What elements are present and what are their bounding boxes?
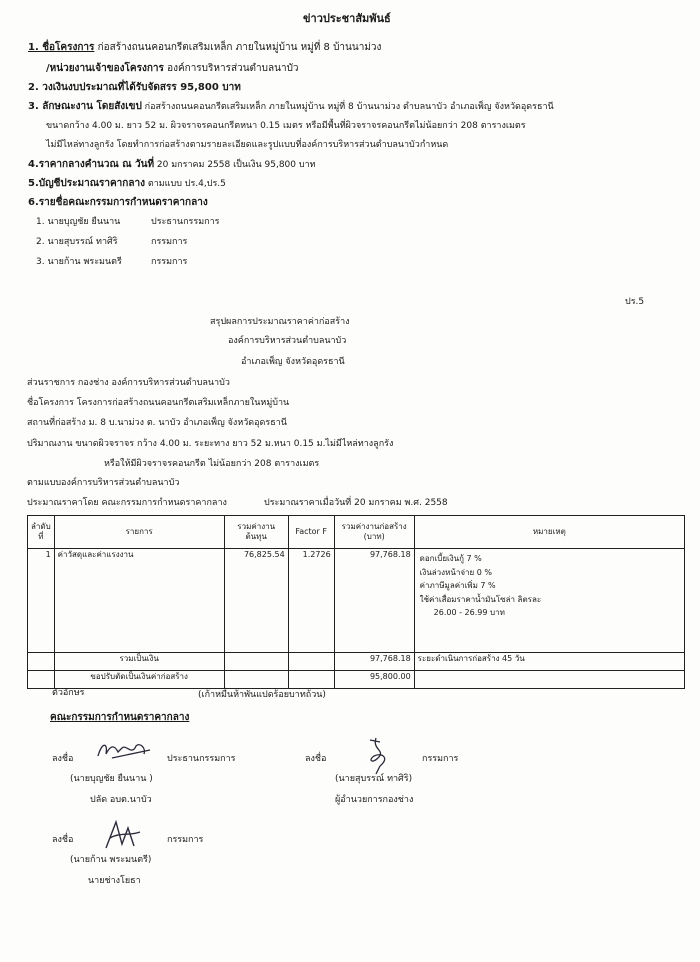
sign-name-1: (นายบุญชัย ยืนนาน ) [70, 774, 153, 784]
table-row [28, 549, 685, 653]
item-4-label: 4.ราคากลางคำนวณ ณ วันที่ [28, 159, 155, 170]
sum-value: 97,768.18 [334, 653, 414, 671]
summary-title: สรุปผลการประมาณราคาค่าก่อสร้าง [210, 317, 350, 327]
header-no: ลำดับที่ [28, 516, 55, 549]
item-1b-line [46, 63, 299, 75]
summary-org: องค์การบริหารส่วนตำบลนาบัว [228, 336, 347, 346]
round-label: ขอปรับตัดเป็นเงินค่าก่อสร้าง [54, 671, 224, 689]
sign-role-3: กรรมการ [167, 835, 204, 845]
summary-district: อำเภอเพ็ญ จังหวัดอุดรธานี [241, 357, 345, 367]
row-total: 97,768.18 [334, 549, 414, 653]
item-1-line [28, 42, 381, 54]
sign-title-2: ผู้อำนวยการกองช่าง [335, 795, 414, 805]
signature-2-image [356, 736, 404, 776]
item-1b-value: องค์การบริหารส่วนตำบลนาบัว [167, 63, 299, 74]
summary-date: ประมาณราคาเมื่อวันที่ 20 มกราคม พ.ศ. 2558 [264, 498, 448, 508]
summary-project: ชื่อโครงการ โครงการก่อสร้างถนนคอนกรีตเสริมเหล็กภายในหมู่บ้าน [27, 398, 290, 408]
row-cost: 76,825.54 [224, 549, 288, 653]
header-factor: Factor F [288, 516, 334, 549]
header-remark: หมายเหตุ [414, 516, 684, 549]
sign-label-1: ลงชื่อ [52, 754, 74, 764]
sign-title-1: ปลัด อบต.นาบัว [90, 795, 152, 805]
row-factor: 1.2726 [288, 549, 334, 653]
table-round-row [28, 671, 685, 689]
item-5-label: 5.บัญชีประมาณราคากลาง [28, 178, 145, 189]
committee-2-role: กรรมการ [151, 237, 188, 247]
row-no: 1 [28, 549, 55, 653]
table-sum-row [28, 653, 685, 671]
item-1-value: ก่อสร้างถนนคอนกรีตเสริมเหล็ก ภายในหมู่บ้าน หมู่ที่ 8 บ้านนาม่วง [97, 42, 382, 53]
sign-label-2: ลงชื่อ [305, 754, 327, 764]
cost-table [27, 515, 685, 689]
table-header-row [28, 516, 685, 549]
summary-agency: ส่วนราชการ กองช่าง องค์การบริหารส่วนตำบลนาบัว [27, 378, 230, 388]
item-5-value: ตามแบบ ปร.4,ปร.5 [147, 179, 226, 189]
item-3-line2: ขนาดกว้าง 4.00 ม. ยาว 52 ม. ผิวจราจรคอนกรีตหนา 0.15 เมตร หรือมีพื้นที่ผิวจราจรคอนกรีตไม่น้อยกว่า 208 ตารางเมตร [46, 121, 526, 131]
sign-role-2: กรรมการ [422, 754, 459, 764]
item-1b-label: /หน่วยงานเจ้าของโครงการ [46, 63, 164, 74]
item-4-value: 20 มกราคม 2558 เป็นเงิน 95,800 บาท [156, 160, 316, 170]
page-title: ข่าวประชาสัมพันธ์ [303, 12, 391, 25]
round-value: 95,800.00 [334, 671, 414, 689]
remark-vat: ค่าภาษีมูลค่าเพิ่ม 7 % [419, 581, 496, 591]
in-letters-label: ตัวอักษร [52, 688, 85, 698]
sign-name-2: (นายสุบรรณ์ ทาศิริ) [335, 774, 413, 784]
item-3-line3: ไม่มีไหล่ทางลูกรัง โดยทำการก่อสร้างตามรายละเอียดและรูปแบบที่องค์การบริหารส่วนตำบลนาบัวกำหนด [46, 140, 449, 150]
item-3-value: ก่อสร้างถนนคอนกรีตเสริมเหล็ก ภายในหมู่บ้าน หมู่ที่ 8 บ้านนาม่วง ตำบลนาบัว อำเภอเพ็ญ จังหวัดอุดรธานี [144, 102, 554, 112]
remark-fuel-range: 26.00 - 26.99 บาท [433, 608, 505, 618]
summary-location: สถานที่ก่อสร้าง ม. 8 บ.นาม่วง ต. นาบัว อำเภอเพ็ญ จังหวัดอุดรธานี [27, 418, 287, 428]
committee-1-role: ประธานกรรมการ [151, 217, 220, 227]
header-item: รายการ [54, 516, 224, 549]
item-6-line: 6.รายชื่อคณะกรรมการกำหนดราคากลาง [28, 197, 208, 208]
item-1-label: 1. ชื่อโครงการ [28, 42, 95, 53]
signature-1-image [92, 738, 162, 764]
summary-quantity-2: หรือให้มีผิวจราจรคอนกรีต ไม่น้อยกว่า 208 ตารางเมตร [104, 459, 320, 469]
sign-role-1: ประธานกรรมการ [167, 754, 236, 764]
item-4-line [28, 159, 316, 171]
header-cost: รวมค่างาน ต้นทุน [224, 516, 288, 549]
committee-1-name: 1. นายบุญชัย ยืนนาน [36, 217, 121, 227]
item-2-line: 2. วงเงินงบประมาณที่ได้รับจัดสรร 95,800 บาท [28, 82, 241, 93]
duration: ระยะดำเนินการก่อสร้าง 45 วัน [414, 653, 684, 671]
committee-heading: คณะกรรมการกำหนดราคากลาง [50, 712, 190, 723]
remark-interest: ดอกเบี้ยเงินกู้ 7 % [419, 554, 482, 563]
remark-advance: เงินล่วงหน้าจ่าย 0 % [419, 567, 492, 577]
summary-design: ตามแบบองค์การบริหารส่วนตำบลนาบัว [27, 478, 180, 488]
item-3-label: 3. ลักษณะงาน โดยสังเขป [28, 101, 142, 112]
sum-label: รวมเป็นเงิน [54, 653, 224, 671]
sign-label-3: ลงชื่อ [52, 835, 74, 845]
signature-3-image [100, 818, 144, 852]
summary-estimator: ประมาณราคาโดย คณะกรรมการกำหนดราคากลาง [27, 498, 227, 508]
committee-3-name: 3. นายก้าน พระมนตรี [36, 257, 122, 267]
sign-title-3: นายช่างโยธา [88, 876, 141, 886]
in-letters-value: (เก้าหมื่นห้าพันแปดร้อยบาทถ้วน) [198, 690, 326, 700]
form-code: ปร.5 [625, 297, 645, 307]
committee-2-name: 2. นายสุบรรณ์ ทาศิริ [36, 237, 118, 247]
header-total: รวมค่างานก่อสร้าง (บาท) [334, 516, 414, 549]
sign-name-3: (นายก้าน พระมนตรี) [70, 855, 152, 865]
summary-quantity: ปริมาณงาน ขนาดผิวจราจร กว้าง 4.00 ม. ระยะทาง ยาว 52 ม.หนา 0.15 ม.ไม่มีไหล่ทางลูกรัง [27, 439, 394, 449]
row-item: ค่าวัสดุและค่าแรงงาน [54, 549, 224, 653]
committee-3-role: กรรมการ [151, 257, 188, 267]
item-3-line [28, 101, 554, 113]
item-5-line [28, 178, 226, 190]
row-remarks [414, 549, 684, 653]
remark-fuel: ใช้ค่าเสื่อมราคาน้ำมันโซล่า ลิตรละ [419, 594, 542, 604]
